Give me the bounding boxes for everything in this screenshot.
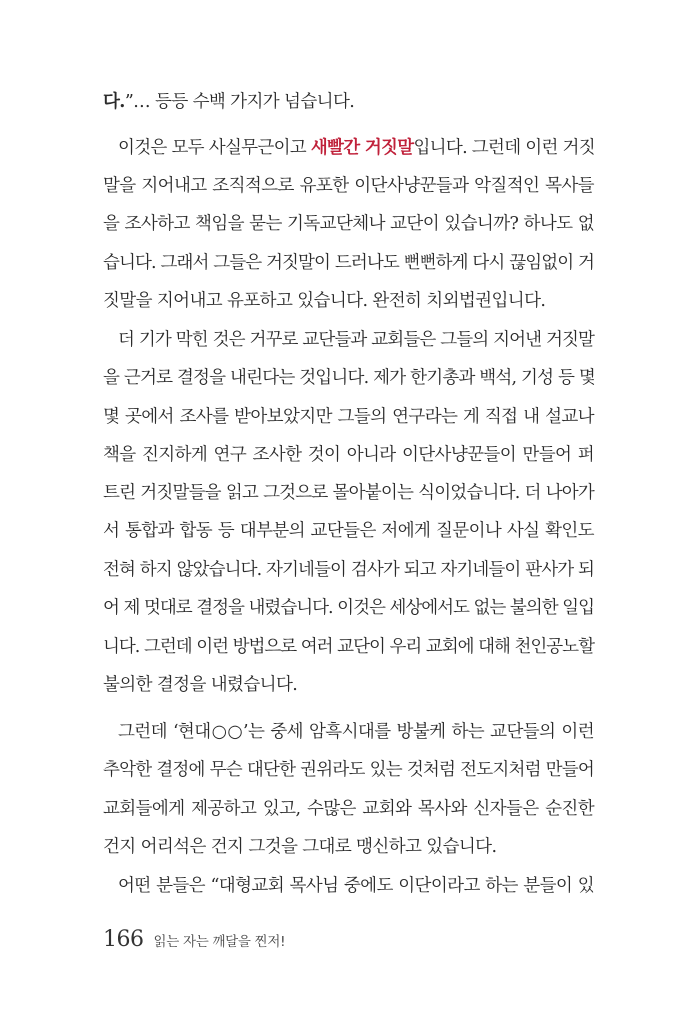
text-line: 트린 거짓말들을 읽고 그것으로 몰아붙이는 식이었습니다. 더 나아가 [103,483,594,503]
text-line: 추악한 결정에 무슨 대단한 권위라도 있는 것처럼 전도지처럼 만들어 [103,760,594,780]
line-text: 입니다. 그런데 이런 거짓 [413,138,595,158]
text-line: 건지 어리석은 건지 그것을 그대로 맹신하고 있습니다. [103,837,497,857]
text-line: 책을 진지하게 연구 조사한 것이 아니라 이단사냥꾼들이 만들어 퍼 [103,445,594,465]
running-title: 읽는 자는 깨달을 찐저! [153,934,286,950]
text-line: 습니다. 그래서 그들은 거짓말이 드러나도 뻔뻔하게 다시 끊임없이 거 [103,253,594,273]
text-line: 어 제 멋대로 결정을 내렸습니다. 이것은 세상에서도 없는 불의한 일입 [103,598,594,618]
highlighted-phrase: 새빨간 거짓말 [310,138,414,158]
text-line: 서 통합과 합동 등 대부분의 교단들은 저에게 질문이나 사실 확인도 [103,521,594,541]
text-line: 말을 지어내고 조직적으로 유포한 이단사냥꾼들과 악질적인 목사들 [103,176,594,196]
page-number: 166 [103,927,144,952]
bold-text: 다. [103,92,125,112]
page-footer [103,925,285,955]
line-text: 이것은 모두 사실무근이고 [118,138,311,158]
text-line [118,133,594,163]
text-line: 그런데 ‘현대○○’는 중세 암흑시대를 방불케 하는 교단들의 이런 [118,722,594,742]
line-text: ”… 등등 수백 가지가 넘습니다. [124,92,355,112]
text-line: 몇 곳에서 조사를 받아보았지만 그들의 연구라는 게 직접 내 설교나 [103,407,594,427]
text-line: 을 조사하고 책임을 묻는 기독교단체나 교단이 있습니까? 하나도 없 [103,214,594,234]
text-line: 전혀 하지 않았습니다. 자기네들이 검사가 되고 자기네들이 판사가 되 [103,560,594,580]
text-line [103,87,594,117]
text-line: 어떤 분들은 “대형교회 목사님 중에도 이단이라고 하는 분들이 있 [118,876,594,896]
text-line: 니다. 그런데 이런 방법으로 여러 교단이 우리 교회에 대해 천인공노할 [103,637,594,657]
text-line: 불의한 결정을 내렸습니다. [103,675,298,695]
text-line: 더 기가 막힌 것은 거꾸로 교단들과 교회들은 그들의 지어낸 거짓말 [118,330,594,350]
text-line: 교회들에게 제공하고 있고, 수많은 교회와 목사와 신자들은 순진한 [103,799,594,819]
text-line: 을 근거로 결정을 내린다는 것입니다. 제가 한기총과 백석, 기성 등 몇 [103,368,595,388]
text-line: 짓말을 지어내고 유포하고 있습니다. 완전히 치외법권입니다. [103,291,546,311]
